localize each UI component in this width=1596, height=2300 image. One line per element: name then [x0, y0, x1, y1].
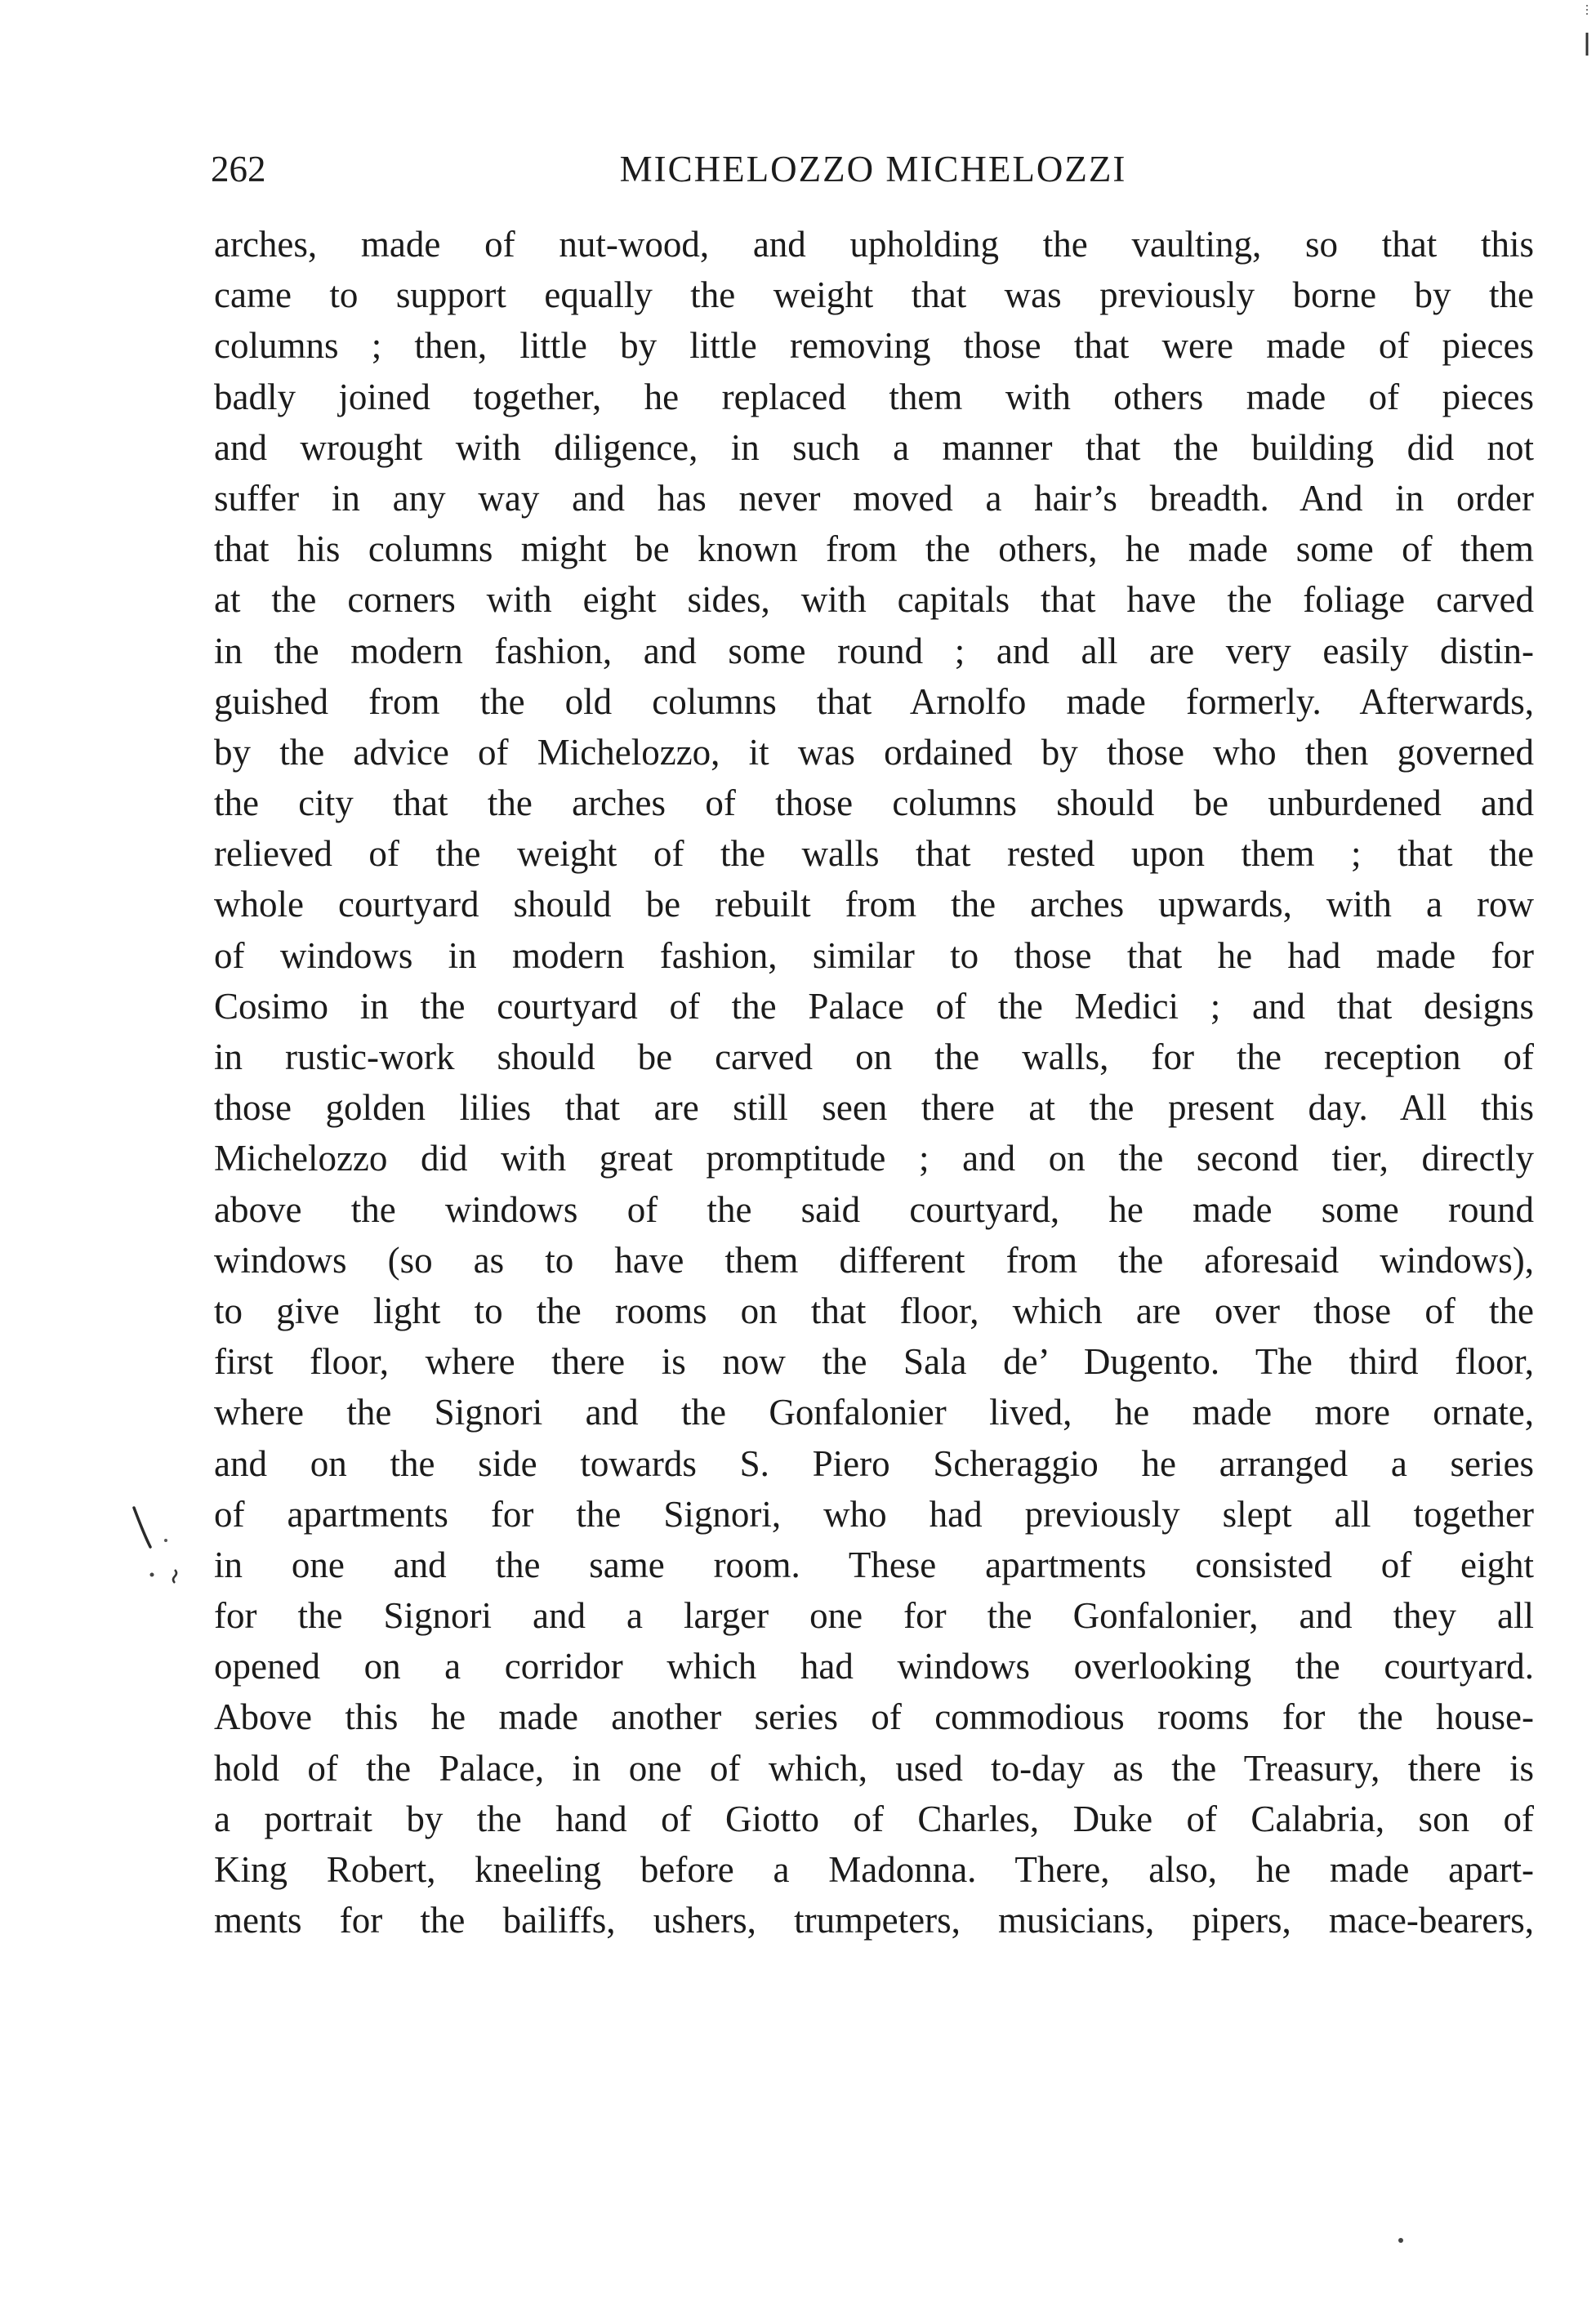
- text-line: King Robert, kneeling before a Madonna. There, also, he made apart-: [214, 1849, 1534, 1890]
- text-line: the city that the arches of those columns should be unburdened and: [214, 782, 1534, 824]
- text-line: suffer in any way and has never moved a hair’s breadth. And in order: [214, 477, 1534, 519]
- text-line: relieved of the weight of the walls that rested upon them ; that the: [214, 833, 1534, 875]
- text-line: opened on a corridor which had windows overlooking the courtyard.: [214, 1646, 1534, 1687]
- text-line: of apartments for the Signori, who had previously slept all together: [214, 1493, 1534, 1535]
- text-line: a portrait by the hand of Giotto of Charles, Duke of Calabria, son of: [214, 1798, 1534, 1839]
- text-line: Cosimo in the courtyard of the Palace of the Medici ; and that designs: [214, 985, 1534, 1027]
- text-line: Above this he made another series of commodious rooms for the house-: [214, 1696, 1534, 1738]
- text-line: to give light to the rooms on that floor, which are over those of the: [214, 1290, 1534, 1331]
- text-line: at the corners with eight sides, with capitals that have the foliage carved: [214, 579, 1534, 621]
- running-title: MICHELOZZO MICHELOZZI: [619, 149, 1127, 189]
- text-line: guished from the old columns that Arnolfo made formerly. Afterwards,: [214, 680, 1534, 722]
- text-line: whole courtyard should be rebuilt from the arches upwards, with a row: [214, 884, 1534, 925]
- page-header: [211, 140, 1536, 198]
- text-line: those golden lilies that are still seen there at the present day. All this: [214, 1087, 1534, 1129]
- text-line: for the Signori and a larger one for the Gonfalonier, and they all: [214, 1595, 1534, 1637]
- text-line: in rustic-work should be carved on the walls, for the reception of: [214, 1036, 1534, 1077]
- text-line: Michelozzo did with great promptitude ; and on the second tier, directly: [214, 1138, 1534, 1179]
- text-line: and on the side towards S. Piero Scheraggio he arranged a series: [214, 1442, 1534, 1484]
- text-line: windows (so as to have them different from the aforesaid windows),: [214, 1239, 1534, 1281]
- page-edge-mark: [1585, 0, 1589, 57]
- text-line: in one and the same room. These apartments consisted of eight: [214, 1544, 1534, 1585]
- text-line: came to support equally the weight that was previously borne by the: [214, 274, 1534, 316]
- text-line: that his columns might be known from the others, he made some of them: [214, 528, 1534, 570]
- text-line: of windows in modern fashion, similar to those that he had made for: [214, 934, 1534, 976]
- text-line: above the windows of the said courtyard, he made some round: [214, 1188, 1534, 1230]
- text-line: hold of the Palace, in one of which, used to-day as the Treasury, there is: [214, 1747, 1534, 1789]
- text-line: and wrought with diligence, in such a manner that the building did not: [214, 426, 1534, 468]
- text-line: badly joined together, he replaced them with others made of pieces: [214, 376, 1534, 417]
- text-line: first floor, where there is now the Sala de’ Dugento. The third floor,: [214, 1341, 1534, 1383]
- text-line: in the modern fashion, and some round ; and all are very easily distin-: [214, 630, 1534, 671]
- body-text: [214, 219, 1534, 1946]
- paper-speck: [1398, 2238, 1403, 2243]
- page-number: 262: [211, 149, 266, 189]
- text-line: where the Signori and the Gonfalonier lived, he made more ornate,: [214, 1392, 1534, 1433]
- text-line: arches, made of nut-wood, and upholding the vaulting, so that this: [214, 224, 1534, 265]
- text-line: ments for the bailiffs, ushers, trumpeters, musicians, pipers, mace-bearers,: [214, 1900, 1534, 1941]
- text-line: by the advice of Michelozzo, it was ordained by those who then governed: [214, 731, 1534, 773]
- pencil-margin-mark: [127, 1504, 185, 1594]
- text-line: columns ; then, little by little removing those that were made of pieces: [214, 325, 1534, 367]
